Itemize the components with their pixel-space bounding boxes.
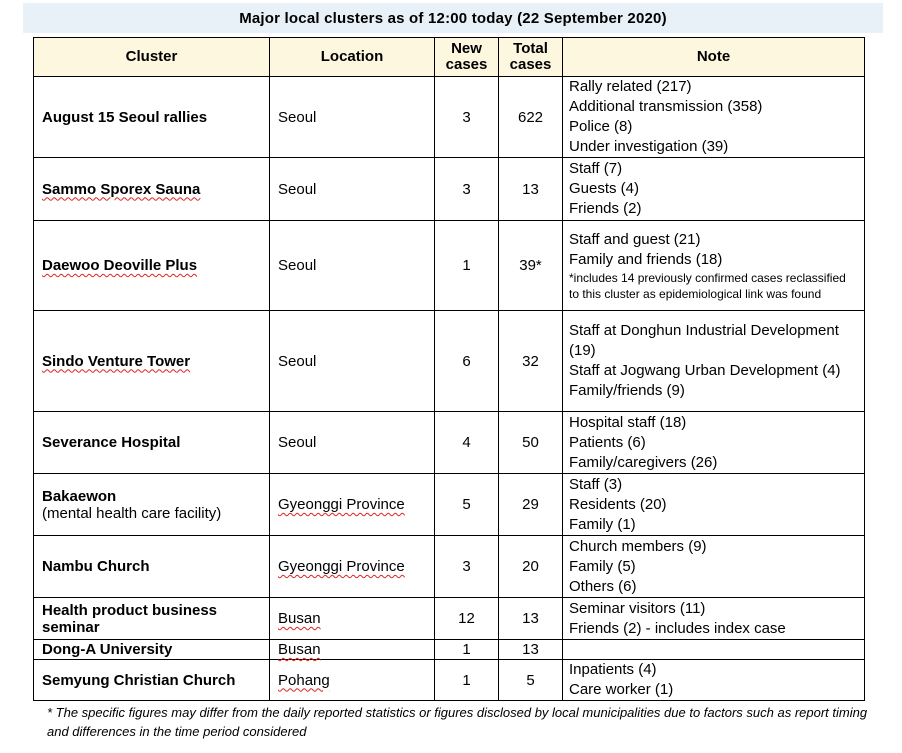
new-cases-cell: 4	[435, 412, 499, 474]
header-row	[34, 38, 865, 77]
header-location: Location	[270, 38, 435, 77]
note-line: Staff (3)	[569, 475, 623, 493]
note-line: Hospital staff (18)	[569, 413, 687, 431]
location-cell	[270, 474, 435, 536]
header-new-cases	[435, 38, 499, 77]
note-line: Patients (6)	[569, 433, 646, 451]
note-line: Church members (9)	[569, 537, 707, 555]
header-total-cases	[499, 38, 563, 77]
cluster-cell	[34, 221, 270, 311]
location-cell: Seoul	[270, 221, 435, 311]
note-line: Staff at Donghun Industrial Development (19)	[569, 322, 839, 359]
note-line: Friends (2)	[569, 200, 642, 217]
note-line: Additional transmission (358)	[569, 98, 763, 115]
cluster-cell: Severance Hospital	[34, 412, 270, 474]
note-cell	[563, 311, 865, 412]
cluster-cell: Dong-A University	[34, 640, 270, 660]
note-cell	[563, 660, 865, 701]
total-cases-cell: 20	[499, 536, 563, 598]
note-footnote: *includes 14 previously confirmed cases reclassified to this cluster as epidemiological link was found	[569, 270, 846, 301]
location-name: Pohang	[278, 671, 330, 689]
total-cases-cell: 29	[499, 474, 563, 536]
note-line: Staff (7)	[569, 160, 623, 177]
location-cell: Seoul	[270, 158, 435, 221]
note-line: Police (8)	[569, 118, 633, 135]
new-cases-cell: 3	[435, 158, 499, 221]
location-name: Busan	[278, 610, 321, 627]
location-name: Gyeonggi Province	[278, 496, 405, 513]
note-cell	[563, 474, 865, 536]
cluster-name: Sammo Sporex Sauna	[42, 180, 201, 198]
new-cases-cell: 5	[435, 474, 499, 536]
cluster-cell	[34, 311, 270, 412]
location-cell: Seoul	[270, 77, 435, 158]
location-cell	[270, 640, 435, 660]
note-line: Others (6)	[569, 577, 637, 595]
cluster-cell	[34, 158, 270, 221]
table-row	[34, 536, 865, 598]
new-cases-cell: 12	[435, 598, 499, 640]
new-cases-cell: 3	[435, 536, 499, 598]
location-name: Busan	[278, 641, 321, 658]
total-cases-cell: 39*	[499, 221, 563, 311]
cluster-cell: August 15 Seoul rallies	[34, 77, 270, 158]
total-cases-cell: 32	[499, 311, 563, 412]
note-cell	[563, 77, 865, 158]
new-cases-cell: 6	[435, 311, 499, 412]
cluster-name: Sindo Venture Tower	[42, 352, 191, 370]
header-total-cases-line2: cases	[509, 56, 552, 73]
note-line: Rally related (217)	[569, 78, 692, 95]
table-row	[34, 77, 865, 158]
table-row	[34, 221, 865, 311]
new-cases-cell: 3	[435, 77, 499, 158]
location-cell	[270, 598, 435, 640]
header-total-cases-line1: Total	[513, 40, 548, 57]
note-line: Family (1)	[569, 515, 636, 533]
total-cases-cell: 13	[499, 158, 563, 221]
note-line: Care worker (1)	[569, 681, 674, 698]
note-cell	[563, 598, 865, 640]
note-line: Family/friends (9)	[569, 382, 685, 399]
cluster-cell: Semyung Christian Church	[34, 660, 270, 701]
note-line: Staff at Jogwang Urban Development (4)	[569, 362, 841, 379]
total-cases-cell: 13	[499, 640, 563, 660]
note-line: Family (5)	[569, 557, 636, 575]
total-cases-cell: 13	[499, 598, 563, 640]
cluster-cell: Nambu Church	[34, 536, 270, 598]
note-line: Residents (20)	[569, 495, 667, 513]
note-line: Guests (4)	[569, 180, 640, 197]
total-cases-cell: 50	[499, 412, 563, 474]
total-cases-cell: 5	[499, 660, 563, 701]
note-line: Staff and guest (21)	[569, 230, 701, 248]
table-row	[34, 412, 865, 474]
location-cell: Seoul	[270, 412, 435, 474]
cluster-name: Bakaewon	[42, 487, 117, 505]
header-new-cases-line2: cases	[445, 56, 488, 73]
location-cell: Seoul	[270, 311, 435, 412]
new-cases-cell: 1	[435, 640, 499, 660]
header-cluster: Cluster	[34, 38, 270, 77]
cluster-cell	[34, 474, 270, 536]
table-row	[34, 598, 865, 640]
cluster-subtitle: (mental health care facility)	[42, 504, 222, 522]
location-cell	[270, 536, 435, 598]
table-row	[34, 660, 865, 701]
note-cell	[563, 221, 865, 311]
note-cell	[563, 640, 865, 660]
note-line: Seminar visitors (11)	[569, 599, 706, 617]
cluster-name: Daewoo Deoville Plus	[42, 257, 198, 274]
new-cases-cell: 1	[435, 221, 499, 311]
footnote: * The specific figures may differ from the daily reported statistics or figures disclosed by local municipalities due to factors such as report timing and differences in the time period considered	[47, 705, 868, 739]
total-cases-cell: 622	[499, 77, 563, 158]
location-cell	[270, 660, 435, 701]
table-row	[34, 640, 865, 660]
note-line: Under investigation (39)	[569, 138, 729, 155]
header-new-cases-line1: New	[451, 40, 482, 57]
table-row	[34, 474, 865, 536]
note-cell	[563, 536, 865, 598]
location-name: Gyeonggi Province	[278, 558, 405, 575]
note-line: Friends (2) - includes index case	[569, 619, 786, 637]
note-line: Inpatients (4)	[569, 661, 657, 678]
note-cell	[563, 412, 865, 474]
note-line: Family/caregivers (26)	[569, 453, 718, 471]
table-title: Major local clusters as of 12:00 today (22 September 2020)	[23, 3, 883, 33]
header-note: Note	[563, 38, 865, 77]
table-row	[34, 158, 865, 221]
note-line: Family and friends (18)	[569, 250, 723, 268]
table-row	[34, 311, 865, 412]
new-cases-cell: 1	[435, 660, 499, 701]
note-cell	[563, 158, 865, 221]
cluster-cell: Health product business seminar	[34, 598, 270, 640]
clusters-table	[33, 37, 865, 701]
